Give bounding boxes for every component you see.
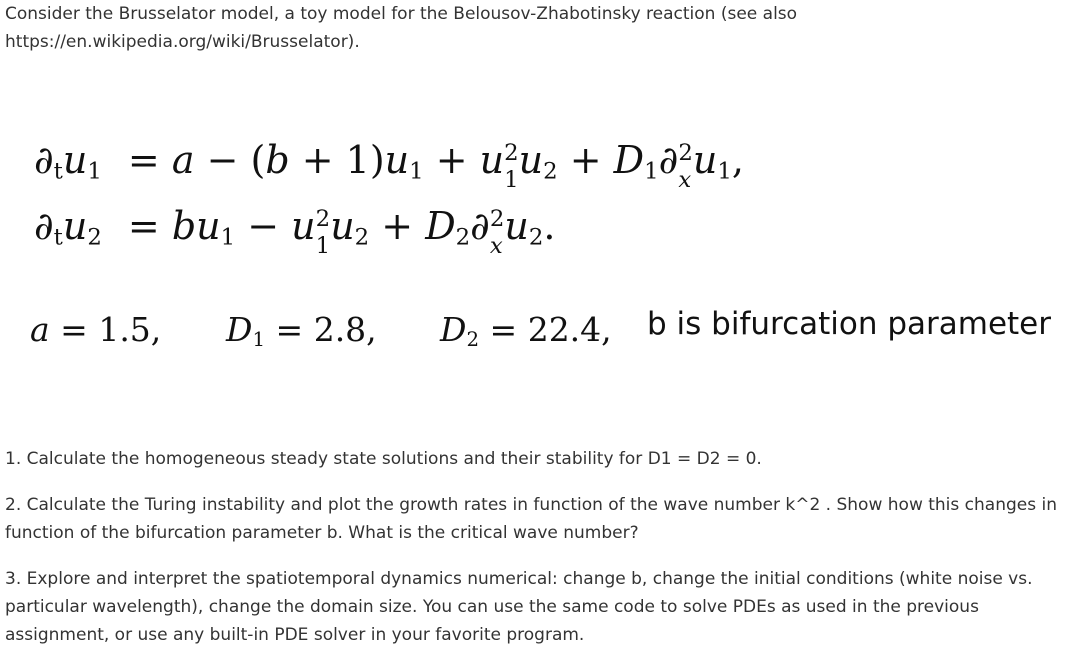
equation-2: $\partial_tu_2 = bu_1 - u$ 2 1 $u_2 + D_2\partial$ 2 x $u_2$. [34, 204, 556, 260]
param-a: a = 1.5, [30, 310, 162, 349]
question-1: 1. Calculate the homogeneous steady state solutions and their stability for D1 = D2 = 0. [5, 449, 762, 469]
question-3: 3. Explore and interpret the spatiotemporal dynamics numerical: change b, change the initial conditions (white noise vs. particular wavelength), change the domain size. You can use the same code to solve PDEs as used in the previous assignment, or use any built-in PDE solver in your favorite program. [5, 569, 1033, 645]
intro-line-2: https://en.wikipedia.org/wiki/Brusselator). [5, 32, 360, 52]
intro-line-1: Consider the Brusselator model, a toy model for the Belousov-Zhabotinsky reaction (see also [5, 4, 798, 24]
intro-text [5, 0, 1005, 56]
param-d2: $D_2 = 22.4$, [440, 310, 612, 351]
question-list [5, 445, 1065, 667]
param-d1: $D_1 = 2.8$, [226, 310, 377, 351]
question-2: 2. Calculate the Turing instability and plot the growth rates in function of the wave number k^2 . Show how this changes in function of the bifurcation parameter b. What is the critical wave number? [5, 495, 1057, 543]
bifurcation-note: b is bifurcation parameter [647, 306, 1051, 342]
equation-1: $\partial_tu_1 = a - (b + 1)u_1 + u$ 2 1 $u_2 + D_1\partial$ 2 x $u_1$, [34, 138, 744, 194]
